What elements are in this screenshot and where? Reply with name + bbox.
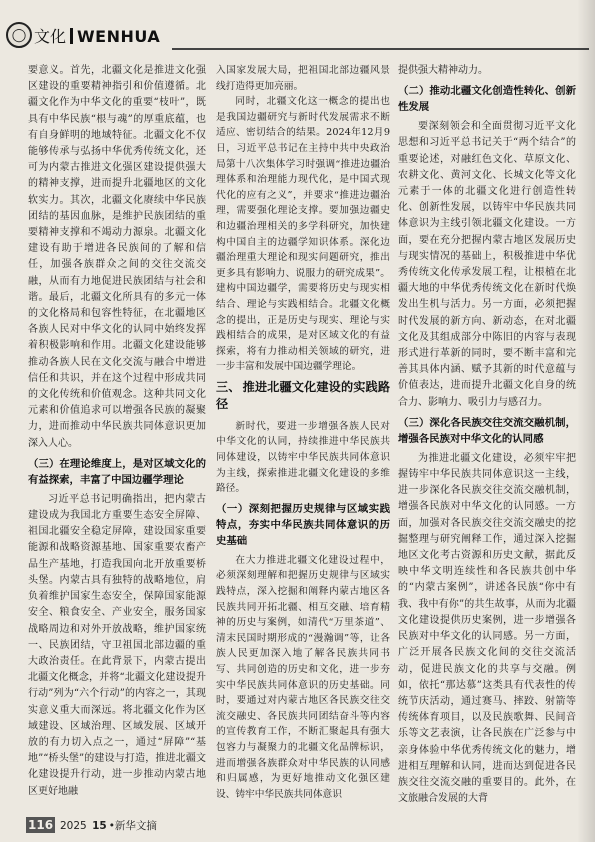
header-rule (172, 48, 589, 50)
magazine-name: 新华文摘 (114, 820, 157, 832)
text-column-3 (398, 63, 576, 807)
section-header (0, 18, 595, 48)
section-heading-text: 推进北疆文化建设的实践路径 (216, 379, 391, 411)
paragraph: 提供强大精神动力。 (398, 65, 488, 76)
subheading: （二）推动北疆文化创造性转化、创新性发展 (398, 85, 576, 114)
section-brand (34, 24, 160, 47)
section-title-en: WENHUA (77, 27, 161, 46)
section-title-cn: 文化 (34, 27, 67, 46)
paragraph: 要深刻领会和全面贯彻习近平文化思想和习近平总书记关于“两个结合”的重要论述，对融红色文化、草原文化、农耕文化、黄河文化、长城文化等文化元素于一体的北疆文化进行创造性转化、创新性发展，以铸牢中华民族共同体意识为主线引领北疆文化建设。一方面，要在充分把握内蒙古地区发展历史与现实情况的基础上，积极推进中华优秀传统文化传承发展工程，让根植在北疆大地的中华优秀传统文化在新时代焕发出生机与活力。另一方面，必须把握时代发展的新方向、新动态，在对北疆文化及其组成部分中陈旧的内容与表现形式进行革新的同时，要不断丰富和完善其具体内涵、赋予其新的时代意蕴与价值表达，进而提升北疆文化自身的统合力、影响力、吸引力与感召力。 (398, 121, 576, 408)
footer-dot: • (108, 820, 115, 832)
subheading: （三）深化各民族交往交流交融机制，增强各民族对中华文化的认同感 (398, 416, 576, 445)
section-heading-index: 三、 (216, 379, 241, 394)
paragraph: 入国家发展大局，把祖国北部边疆风景线打造得更加亮丽。 (216, 65, 390, 92)
subheading: （一）深刻把握历史规律与区域实践特点，夯实中华民族共同体意识的历史基础 (216, 502, 390, 547)
brand-divider (70, 28, 73, 44)
paragraph: 要意义。首先，北疆文化是推进文化强区建设的重要精神指引和价值遵循。北疆文化作为中华文化的重要“枝叶”，既具有中华民族“根与魂”的厚重底蕴，也有自身鲜明的地域特征。北疆文化不仅能够传承与弘扬中华优秀传统文化，还可为内蒙古推进文化强区建设提供强大的精神支撑，进而提升北疆地区的文化软实力。其次，北疆文化赓续中华民族团结的基因血脉，是维护民族团结的重要精神支撑和不竭动力源泉。北疆文化建设有助于增进各民族间的了解和信任，加强各族群众之间的交往交流交融，从而有力地促进民族团结与社会和谐。最后，北疆文化所具有的多元一体的文化格局和包容性特征，在北疆地区各族人民对中华文化的认同中始终发挥着积极影响和作用。北疆文化建设能够推动各族人民在文化交流与融合中增进信任和共识，并在这个过程中形成共同的文化传统和价值观念。这种共同文化元素和价值追求可以增强各民族的凝聚力，进而推动中华民族共同体意识更加深入人心。 (28, 65, 206, 449)
page-number: 116 (28, 818, 54, 832)
binding-shadow (577, 0, 595, 842)
section-heading (216, 379, 390, 413)
paragraph: 同时，北疆文化这一概念的提出也是我国边疆研究与新时代发展需求不断适应、密切结合的结果。2024年12月9日，习近平总书记在主持中共中央政治局第十八次集体学习时强调“推进边疆治理体系和治理能力现代化，是中国式现代化的应有之义”，并要求“推进边疆治理，需要强化理论支撑。要加强边疆史和边疆治理相关的多学科研究，加快建构中国自主的边疆学知识体系。深化边疆治理重大理论和现实问题研究，推出更多具有影响力、说服力的研究成果”。建构中国边疆学，需要将历史与现实相结合、理论与实践相结合。北疆文化概念的提出，正是历史与现实、理论与实践相结合的成果，是对区域文化的有益探索，将有力推动相关领域的研究，进一步丰富和发展中国边疆学理论。 (216, 96, 390, 373)
page-footer (0, 815, 595, 837)
issue-year: 2025 (60, 820, 87, 832)
globe-logo-icon: ◯ (6, 22, 32, 48)
subheading: （三）在理论维度上，是对区域文化的有益探索，丰富了中国边疆学理论 (28, 457, 206, 486)
paragraph: 在大力推进北疆文化建设过程中，必须深刻理解和把握历史规律与区域实践特点，深入挖掘和阐释内蒙古地区各民族共同开拓北疆、相互交融、培育精神的历史与案例，如清代“万里茶道”、清末民国时期形成的“漫瀚调”等，让各族人民更加深入地了解各民族共同书写、共同创造的历史和文化，进一步夯实中华民族共同体意识的历史基础。同时，要通过对内蒙古地区各民族交往交流交融史、各民族共同团结奋斗等内容的宣传教育工作，不断汇聚起具有强大包容力与凝聚力的北疆文化品牌标识，进而增强各族群众对中华民族的认同感和归属感，为更好地推动文化强区建设、铸牢中华民族共同体意识 (216, 554, 390, 800)
paragraph: 为推进北疆文化建设，必须牢牢把握铸牢中华民族共同体意识这一主线，进一步深化各民族交往交流交融机制，增强各民族对中华文化的认同感。一方面，加强对各民族交往交流交融史的挖掘整理与研究阐释工作，通过深入挖掘地区文化考古资源和历史文献，据此反映中华文明连续性和各民族共创中华的“内蒙古案例”，讲述各民族“你中有我、我中有你”的共生故事，从而为北疆文化建设提供历史案例，进一步增强各民族对中华文化的认同感。另一方面，广泛开展各民族文化间的交往交流活动，促进民族文化的共享与交融。例如，依托“那达慕”这类具有代表性的传统节庆活动，通过赛马、摔跤、射箭等传统体育项目，以及民族歌舞、民间音乐等文艺表演，让各民族在广泛参与中亲身体验中华优秀传统文化的魅力，增进相互理解和认同，进而达到促进各民族交往交流交融的重要目的。此外，在文旅融合发展的大背 (398, 452, 576, 805)
paragraph: 新时代，要进一步增强各族人民对中华文化的认同，持续推进中华民族共同体建设，以铸牢中华民族共同体意识为主线，探索推进北疆文化建设的多维路径。 (216, 420, 390, 495)
issue-info (60, 818, 157, 833)
text-column-2 (216, 63, 390, 802)
text-column-1 (28, 63, 206, 800)
paragraph: 习近平总书记明确指出，把内蒙古建设成为我国北方重要生态安全屏障、祖国北疆安全稳定屏障，建设国家重要能源和战略资源基地、国家重要农畜产品生产基地，打造我国向北开放重要桥头堡。内蒙古具有独特的战略地位，肩负着维护国家生态安全，保障国家能源安全、粮食安全、产业安全，服务国家战略周边和对外开放战略，维护国家统一、民族团结，守卫祖国北部边疆的重大政治责任。在此背景下，内蒙古提出北疆文化概念，并将“北疆文化建设提升行动”列为“六个行动”的内容之一，其现实意义重大而深远。将北疆文化作为区域建设、区域治理、区域发展、区域开放的有力切入点之一，通过“屏障”“基地”“桥头堡”的建设与打造，推进北疆文化建设提升行动，进一步推动内蒙古地区更好地融 (28, 493, 206, 797)
issue-number: 15 (92, 820, 107, 832)
